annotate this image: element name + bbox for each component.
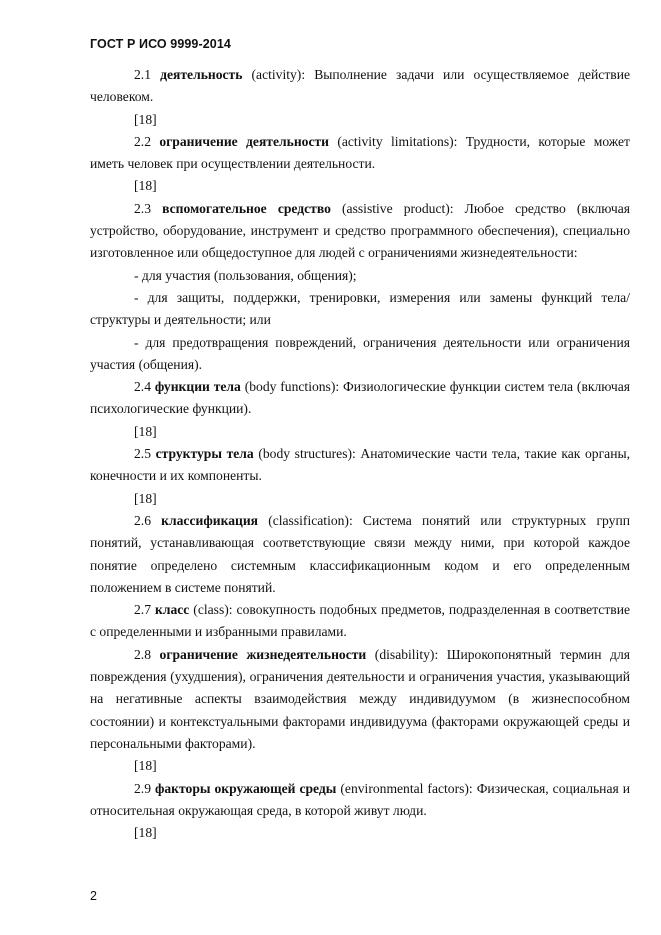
paragraph xyxy=(90,644,630,755)
paragraph-lead: 2.6 xyxy=(134,512,162,528)
paragraph-lead: 2.9 xyxy=(134,780,155,796)
paragraph xyxy=(90,510,630,599)
definition: (environmental factors): Физическая, социальная и относительная окружающая среда, в которой живут люди. xyxy=(90,780,630,818)
definition: (activity): Выполнение задачи или осуществляемое действие человеком. xyxy=(90,67,631,105)
definition: (activity limitations): Трудности, которые может иметь человек при осуществлении деятельности. xyxy=(90,133,630,172)
paragraph xyxy=(90,778,630,823)
paragraph xyxy=(90,175,630,197)
term: ограничение жизнедеятельности xyxy=(159,646,367,662)
paragraph-lead: 2.2 xyxy=(134,133,160,149)
paragraph xyxy=(90,822,630,844)
definition: (classification): Система понятий или структурных групп понятий, устанавливающая соответствующие связи между ними, при которой каждое понятие определено системным классификационным кодом и его определенным положением в системе понятий. xyxy=(90,512,630,595)
paragraph xyxy=(90,599,630,644)
paragraph xyxy=(90,198,630,265)
paragraph xyxy=(90,265,630,287)
paragraph xyxy=(90,109,630,131)
document-body xyxy=(90,64,630,844)
definition: (class): совокупность подобных предметов, подразделенная в соответствие с определенными и избранными правилами. xyxy=(90,602,631,640)
paragraph xyxy=(90,332,630,377)
paragraph-lead: 2.8 xyxy=(134,646,160,662)
paragraph xyxy=(90,488,630,510)
term: факторы окружающей среды xyxy=(154,780,337,796)
definition: (body structures): Анатомические части тела, такие как органы, конечности и их компоненты. xyxy=(90,446,630,484)
paragraph-lead: 2.7 xyxy=(134,602,155,618)
paragraph-lead: - для предотвращения повреждений, ограничения деятельности или ограничения участия (общения). xyxy=(90,334,630,372)
term: ограничение деятельности xyxy=(159,133,330,149)
paragraph xyxy=(90,443,630,488)
definition: (body functions): Физиологические функции систем тела (включая психологические функции). xyxy=(90,379,631,417)
paragraph-lead: 2.4 xyxy=(134,379,155,395)
term: класс xyxy=(154,602,190,618)
paragraph-lead: [18] xyxy=(134,490,157,506)
paragraph-lead: [18] xyxy=(134,825,157,841)
paragraph-lead: [18] xyxy=(134,758,157,774)
page-number: 2 xyxy=(90,889,97,903)
page-header: ГОСТ Р ИСО 9999-2014 xyxy=(90,37,231,51)
term: вспомогательное средство xyxy=(162,200,331,216)
definition: (assistive product): Любое средство (включая устройство, оборудование, инструмент и средство программного обеспечения), специально изготовленное или общедоступное для людей с ограничениями жизнедеятельности: xyxy=(90,200,630,261)
paragraph-lead: - для участия (пользования, общения); xyxy=(134,267,357,283)
term: структуры тела xyxy=(155,446,254,462)
paragraph xyxy=(90,376,630,421)
paragraph-lead: 2.3 xyxy=(134,200,163,216)
paragraph xyxy=(90,755,630,777)
paragraph-lead: [18] xyxy=(134,178,157,194)
paragraph-lead: [18] xyxy=(134,423,157,439)
paragraph xyxy=(90,131,630,176)
paragraph xyxy=(90,421,630,443)
paragraph-lead: 2.5 xyxy=(134,446,156,462)
paragraph xyxy=(90,64,630,109)
paragraph-lead: - для защиты, поддержки, тренировки, измерения или замены функций тела/структуры и деятельности; или xyxy=(90,289,630,328)
term: деятельность xyxy=(160,67,243,82)
term: функции тела xyxy=(154,379,241,395)
paragraph-lead: 2.1 xyxy=(134,67,161,82)
term: классификация xyxy=(161,512,259,528)
paragraph xyxy=(90,287,630,332)
definition: (disability): Широкопонятный термин для повреждения (ухудшения), ограничения деятельности и ограничения участия, указывающий на негативные аспекты взаимодействия между индивидуумом (в жизнеспособном состоянии) и контекстуальными факторами индивидуума (факторами окружающей среды и персональными факторами). xyxy=(90,646,631,751)
paragraph-lead: [18] xyxy=(134,111,157,127)
